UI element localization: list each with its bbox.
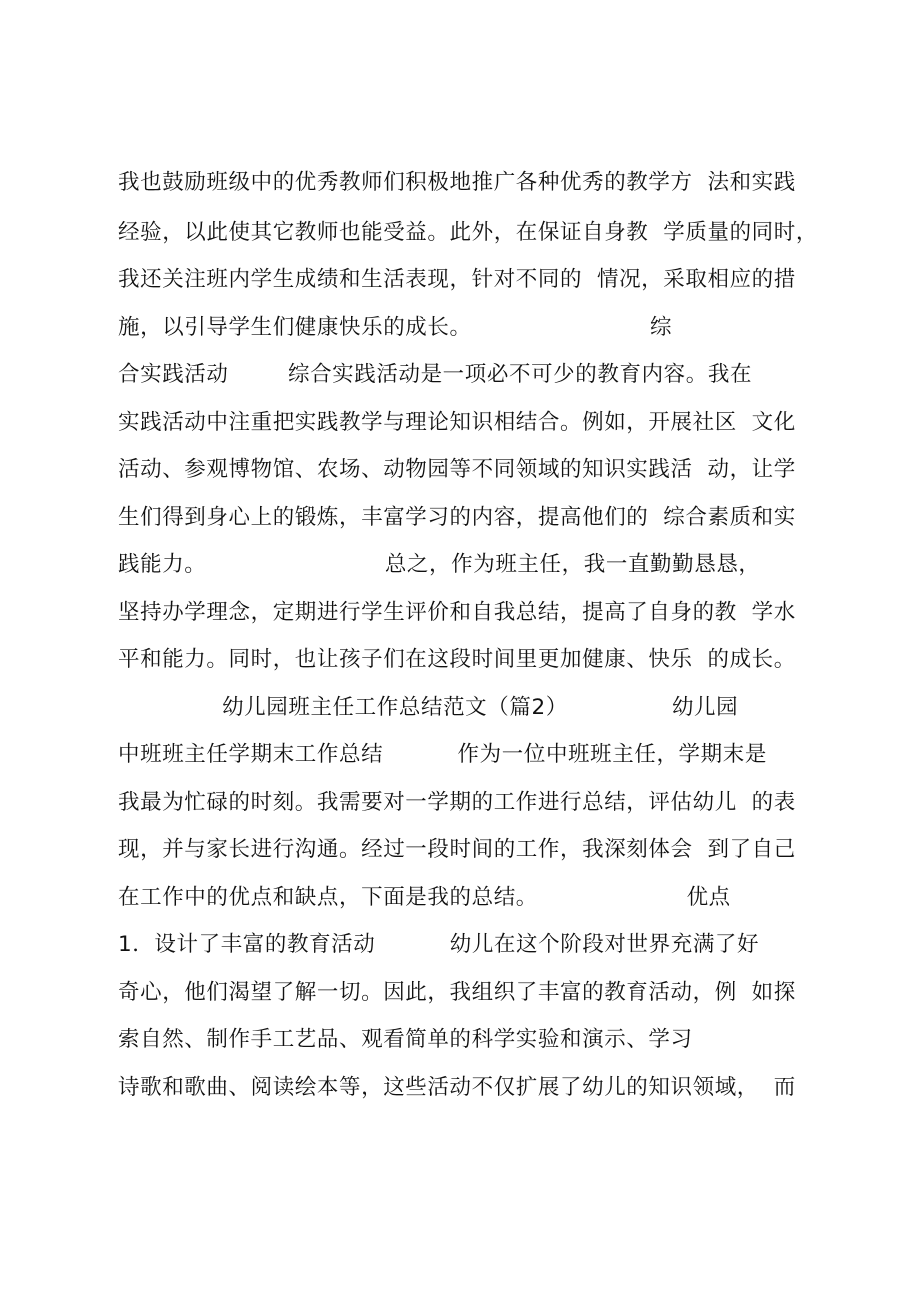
text-line: 我还关注班内学生成绩和生活表现，针对不同的 情况，采取相应的措	[118, 267, 796, 292]
text-line: 践能力。 总之，作为班主任，我一直勤勤恳恳，	[118, 552, 761, 577]
text-line: 索自然、制作手工艺品、观看简单的科学实验和演示、学习	[118, 1027, 693, 1052]
text-line: 我最为忙碌的时刻。我需要对一学期的工作进行总结，评估幼儿 的表	[118, 790, 796, 815]
text-line: 生们得到身心上的锻炼，丰富学习的内容，提高他们的 综合素质和实	[118, 505, 796, 530]
text-line: 活动、参观博物馆、农场、动物园等不同领域的知识实践活 动，让学	[118, 457, 796, 482]
text-line: 中班班主任学期末工作总结 作为一位中班班主任，学期末是	[118, 742, 767, 767]
text-line: 实践活动中注重把实践教学与理论知识相结合。例如，开展社区 文化	[118, 410, 796, 435]
text-line: 坚持办学理念，定期进行学生评价和自我总结，提高了自身的教 学水	[118, 600, 796, 625]
text-line: 现，并与家长进行沟通。经过一段时间的工作，我深刻体会 到了自己	[118, 837, 796, 862]
text-line: 平和能力。同时，也让孩子们在这段时间里更加健康、快乐 的成长。	[118, 647, 796, 672]
text-line: 经验，以此使其它教师也能受益。此外，在保证自身教 学质量的同时，	[118, 220, 818, 245]
text-line: 合实践活动 综合实践活动是一项必不可少的教育内容。我在	[118, 362, 753, 387]
text-line: 奇心，他们渴望了解一切。因此，我组织了丰富的教育活动，例 如探	[118, 980, 796, 1005]
text-line: 施，以引导学生们健康快乐的成长。 综	[118, 315, 673, 340]
section-heading-line: 幼儿园班主任工作总结范文（篇2） 幼儿园	[118, 695, 739, 720]
text-line: 诗歌和歌曲、阅读绘本等，这些活动不仅扩展了幼儿的知识领域， 而	[118, 1075, 796, 1100]
text-line: 1．设计了丰富的教育活动 幼儿在这个阶段对世界充满了好	[118, 932, 760, 957]
text-line: 我也鼓励班级中的优秀教师们积极地推广各种优秀的教学方 法和实践	[118, 170, 796, 195]
text-line: 在工作中的优点和缺点，下面是我的总结。 优点	[118, 885, 731, 910]
